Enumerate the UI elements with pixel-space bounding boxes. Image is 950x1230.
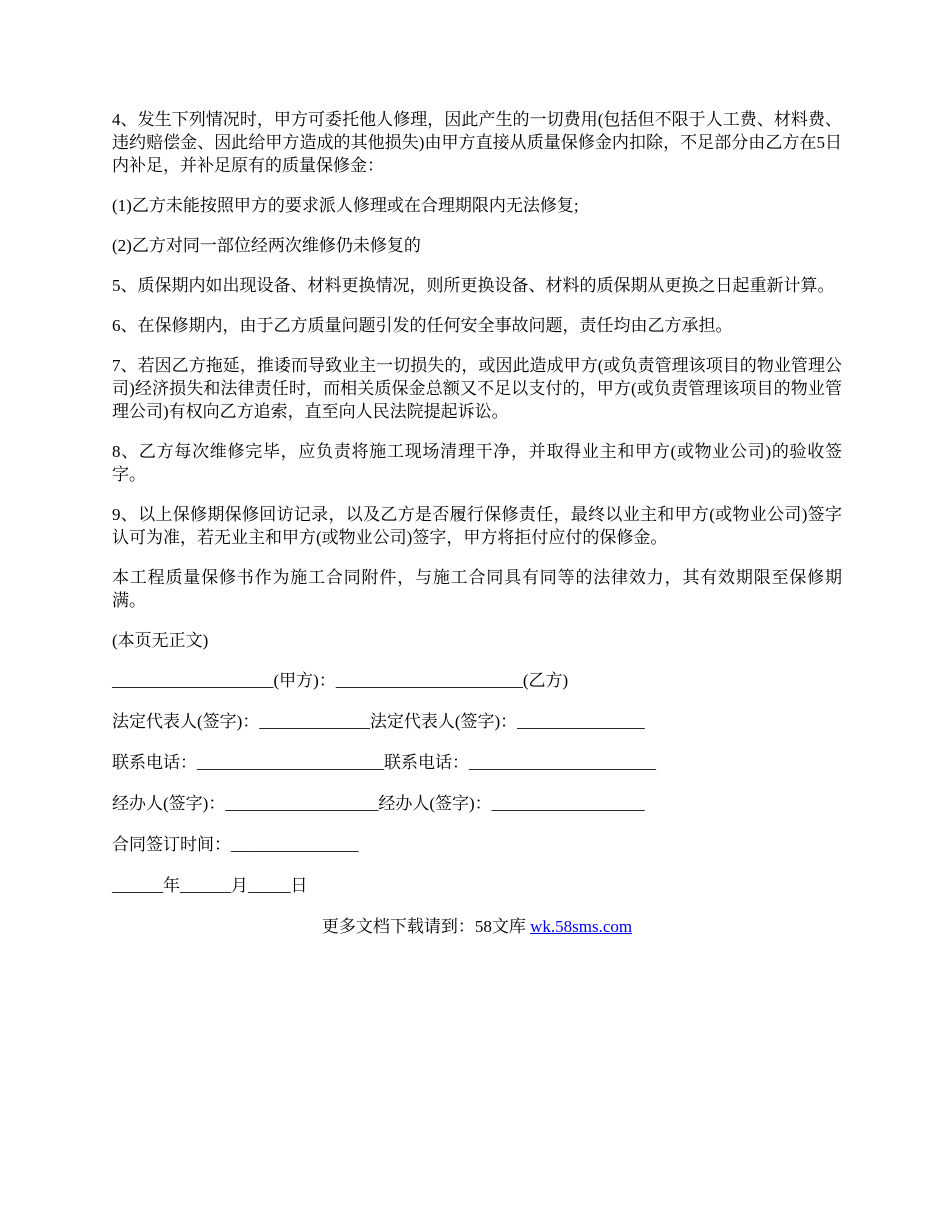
clause-7: 7、若因乙方拖延，推诿而导致业主一切损失的，或因此造成甲方(或负责管理该项目的物业管理公司)经济损失和法律责任时，而相关质保金总额又不足以支付的，甲方(或负责管理该项目的物业管理公司)有权向乙方追索，直至向人民法院提起诉讼。 [112,356,842,421]
clause-6: 6、在保修期内，由于乙方质量问题引发的任何安全事故问题，责任均由乙方承担。 [112,316,733,335]
document-page [112,108,842,955]
clause-9: 9、以上保修期保修回访记录，以及乙方是否履行保修责任，最终以业主和甲方(或物业公司)签字认可为准，若无业主和甲方(或物业公司)签字，甲方将拒付应付的保修金。 [112,505,842,547]
phone-line: 联系电话：______________________联系电话：______________________ [112,753,656,772]
no-body-note: (本页无正文) [112,631,209,650]
date-line: ______年______月_____日 [112,876,308,895]
footer-link[interactable]: wk.58sms.com [530,917,633,936]
clause-4-item-1: (1)乙方未能按照甲方的要求派人修理或在合理期限内无法修复; [112,196,579,215]
download-footer [112,915,842,938]
signature-block [112,669,842,897]
agent-line: 经办人(签字)：__________________经办人(签字)：__________________ [112,794,645,813]
clause-8: 8、乙方每次维修完毕，应负责将施工现场清理干净，并取得业主和甲方(或物业公司)的验收签字。 [112,442,842,484]
legal-rep-line: 法定代表人(签字)：_____________法定代表人(签字)：_______________ [112,712,645,731]
validity-statement: 本工程质量保修书作为施工合同附件，与施工合同具有同等的法律效力，其有效期限至保修期满。 [112,568,842,610]
clause-4: 4、发生下列情况时，甲方可委托他人修理，因此产生的一切费用(包括但不限于人工费、材料费、违约赔偿金、因此给甲方造成的其他损失)由甲方直接从质量保修金内扣除，不足部分由乙方在5日内补足，并补足原有的质量保修金： [112,110,842,175]
sign-time-line: 合同签订时间：_______________ [112,835,359,854]
parties-line: ___________________(甲方)：______________________(乙方) [112,671,569,690]
clause-4-item-2: (2)乙方对同一部位经两次维修仍未修复的 [112,236,421,255]
footer-text: 更多文档下载请到：58文库 [321,917,531,936]
clause-5: 5、质保期内如出现设备、材料更换情况，则所更换设备、材料的质保期从更换之日起重新计算。 [112,276,835,295]
